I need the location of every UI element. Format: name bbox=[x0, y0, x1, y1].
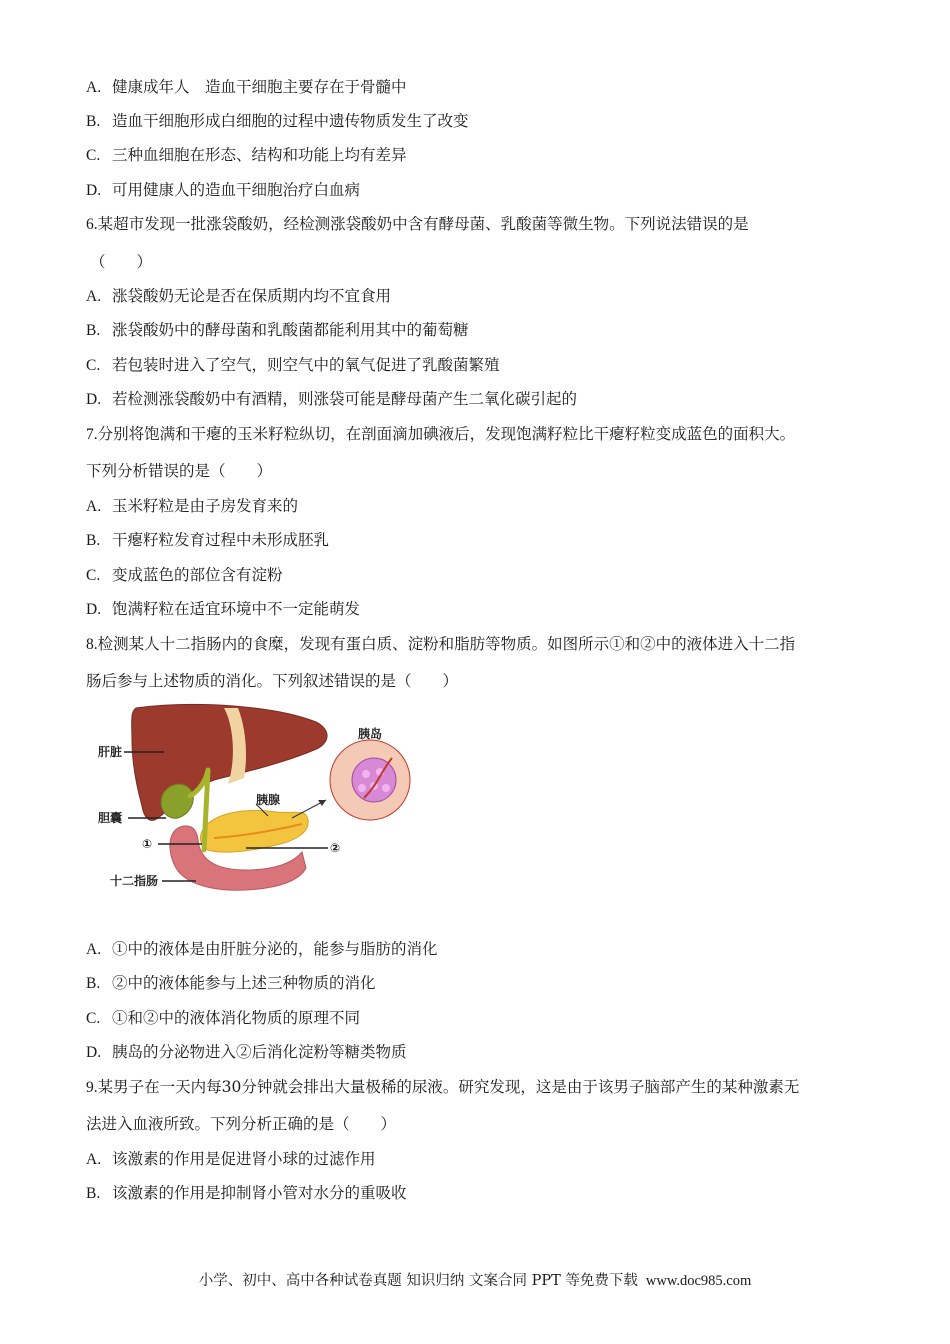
q5-option-c: C. 三种血细胞在形态、结构和功能上均有差异 bbox=[86, 146, 407, 164]
q8-option-c: C. ①和②中的液体消化物质的原理不同 bbox=[86, 1009, 361, 1027]
q7-option-d: D. 饱满籽粒在适宜环境中不一定能萌发 bbox=[86, 600, 361, 618]
gallbladder-shape bbox=[161, 784, 193, 818]
q6-option-d: D. 若检测涨袋酸奶中有酒精，则涨袋可能是酵母菌产生二氧化碳引起的 bbox=[86, 390, 578, 408]
islet-cell bbox=[358, 784, 366, 792]
q8-option-b: B. ②中的液体能参与上述三种物质的消化 bbox=[86, 974, 376, 992]
q7-option-a: A. 玉米籽粒是由子房发育来的 bbox=[86, 497, 299, 515]
q7-stem-line2: 下列分析错误的是（ ） bbox=[86, 462, 273, 480]
footer-text: 小学、初中、高中各种试卷真题 知识归纳 文案合同 PPT 等免费下载 bbox=[198, 1273, 638, 1289]
label-duodenum: 十二指肠 bbox=[110, 874, 159, 888]
q7-option-b: B. 干瘪籽粒发育过程中未形成胚乳 bbox=[86, 531, 330, 549]
q8-option-a: A. ①中的液体是由肝脏分泌的，能参与脂肪的消化 bbox=[86, 940, 438, 958]
q5-option-b: B. 造血干细胞形成白细胞的过程中遗传物质发生了改变 bbox=[86, 112, 469, 130]
label-gallbladder: 胆囊 bbox=[98, 811, 123, 825]
q6-stem-line2: （ ） bbox=[90, 253, 153, 271]
q8-option-d: D. 胰岛的分泌物进入②后消化淀粉等糖类物质 bbox=[86, 1043, 407, 1061]
q7-option-c: C. 变成蓝色的部位含有淀粉 bbox=[86, 566, 283, 584]
digestive-organs-diagram bbox=[96, 700, 426, 900]
label-pancreas: 胰腺 bbox=[256, 793, 281, 807]
q6-option-c: C. 若包装时进入了空气，则空气中的氧气促进了乳酸菌繁殖 bbox=[86, 356, 500, 374]
q7-stem-line1: 7.分别将饱满和干瘪的玉米籽粒纵切，在剖面滴加碘液后，发现饱满籽粒比干瘪籽粒变成蓝色的面积大。 bbox=[86, 425, 796, 443]
label-mark1: ① bbox=[142, 837, 153, 851]
islet-cell bbox=[362, 770, 370, 778]
q8-stem-line1: 8.检测某人十二指肠内的食糜，发现有蛋白质、淀粉和脂肪等物质。如图所示①和②中的液体进入十二指 bbox=[86, 635, 796, 653]
label-islet: 胰岛 bbox=[358, 727, 383, 741]
q9-option-b: B. 该激素的作用是抑制肾小管对水分的重吸收 bbox=[86, 1184, 407, 1202]
q9-stem-line1: 9.某男子在一天内每30分钟就会排出大量极稀的尿液。研究发现，这是由于该男子脑部产生的某种激素无 bbox=[86, 1078, 800, 1096]
label-liver: 肝脏 bbox=[98, 745, 123, 759]
q6-option-b: B. 涨袋酸奶中的酵母菌和乳酸菌都能利用其中的葡萄糖 bbox=[86, 321, 469, 339]
islet-cluster bbox=[352, 758, 396, 802]
pancreas-shape bbox=[201, 811, 309, 853]
q9-option-a: A. 该激素的作用是促进肾小球的过滤作用 bbox=[86, 1150, 376, 1168]
footer-url: www.doc985.com bbox=[645, 1273, 752, 1289]
arrow-head bbox=[318, 800, 326, 806]
q8-stem-line2: 肠后参与上述物质的消化。下列叙述错误的是（ ） bbox=[86, 672, 459, 690]
q6-option-a: A. 涨袋酸奶无论是否在保质期内均不宜食用 bbox=[86, 287, 392, 305]
q5-option-d: D. 可用健康人的造血干细胞治疗白血病 bbox=[86, 181, 361, 199]
label-mark2: ② bbox=[330, 841, 341, 855]
q5-option-a: A. 健康成年人 造血干细胞主要存在于骨髓中 bbox=[86, 78, 407, 96]
islet-cell bbox=[382, 784, 390, 792]
q6-stem-line1: 6.某超市发现一批涨袋酸奶，经检测涨袋酸奶中含有酵母菌、乳酸菌等微生物。下列说法错误的是 bbox=[86, 215, 749, 233]
q9-stem-line2: 法进入血液所致。下列分析正确的是（ ） bbox=[86, 1115, 397, 1133]
page-footer bbox=[0, 1269, 950, 1290]
